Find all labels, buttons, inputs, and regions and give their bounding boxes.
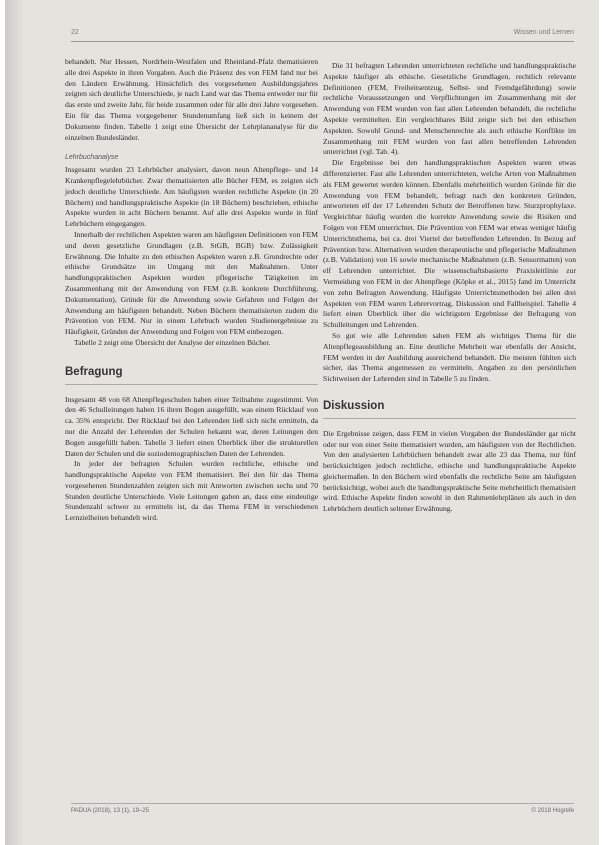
- paragraph: So gut wie alle Lehrenden sahen FEM als wichtiges Thema für die Altenpflegeausbildung an. Eine deutliche Mehrheit war ebenfalls der Ansicht, FEM werden in der Ausbildung ausreichend behandelt. Die meisten fühlten sich sicher, das Thema angemessen zu vermitteln. Angaben zu den persönlichen Sichtweisen der Lehrenden sind in Tabelle 5 zu finden.: [323, 330, 576, 384]
- running-title: Wissen und Lernen: [513, 29, 574, 36]
- paragraph: In jeder der befragten Schulen wurden rechtliche, ethische und handlungspraktische Aspekte von FEM thematisiert. Bei den für das Thema vorgesehenen Stundenzahlen zeigten sich mit Antworten zwischen sechs und 70 Stunden deutliche Unterschiede. Viele Leitungen gaben an, dass eine eindeutige Stundenzahl schwer zu ermitteln ist, da das Thema FEM in verschiedenen Lernzielheiten behandelt wird.: [65, 459, 318, 523]
- scan-shadow: [5, 0, 25, 845]
- page-number: 22: [71, 29, 79, 36]
- paragraph: Insgesamt wurden 23 Lehrbücher analysiert, davon neun Altenpflege- und 14 Krankenpflegelehrbücher. Zwar thematisierten alle Bücher FEM, es zeigten sich jedoch deutliche Unterschiede. Am häufigsten wurden rechtliche Aspekte (in 20 Büchern) und handlungspraktische Aspekte (in 18 Büchern) beschrieben, ethische Aspekte wurden in acht Büchern benannt. Auf alle drei Aspekte wurde in fünf Lehrbüchern eingegangen.: [65, 165, 318, 229]
- footer-publisher: © 2018 Hogrefe: [531, 808, 574, 814]
- paragraph: Innerhalb der rechtlichen Aspekten waren am häufigsten Definitionen von FEM und deren gesetzliche Grundlagen (z.B. StGB, BGB) bzw. Zulässigkeit Erwähnung. Die Inhalte zu den ethischen Aspekten waren z.B. Grundrechte oder ethische Grundsätze im Umgang mit den Maßnahmen. Unter handlungspraktischen Aspekten wurden pflegerische Tätigkeiten im Zusammenhang mit der Anwendung von FEM (z.B. konkrete Durchführung, Dokumentation), Gründe für die Anwendung sowie Gefahren und Folgen der Anwendung am häufigsten behandelt. Neben Büchern thematisierten zudem die Prävention von FEM. Nur in einem Lehrbuch wurden Studienergebnisse zu Häufigkeit, Gründen der Anwendung und Folgen von FEM einbezogen.: [65, 229, 318, 337]
- footer-citation: PADUA (2018), 13 (1), 19–25: [71, 808, 149, 814]
- paragraph: Die Ergebnisse bei den handlungspraktischen Aspekten waren etwas differenzierter. Fast alle Lehrenden unterrichteten, welche Arten von Maßnahmen als FEM gewertet werden können. Ebenfalls mehrheitlich wurden Gründe für die Anwendung von FEM behandelt, befragt nach den konkreten Gründen, antworteten elf der 17 Lehrenden Schutz der Betroffenen bzw. Sturzprophylaxe. Vergleichbar häufig wurden die korrekte Anwendung sowie die Risiken und Folgen von FEM unterrichtet. Die Prävention von FEM war etwas weniger häufig Unterrichtsthema, bei ca. drei Viertel der betreffenden Lehrenden. In Bezug auf Prävention bzw. Alternativen wurden therapeutische und pflegerische Maßnahmen (z.B. Validation) von 16 sowie mechanische Maßnahmen (z.B. Sensormatten) von elf Lehrenden unterrichtet. Die wissenschaftsbasierte Praxisleitlinie zur Vermeidung von FEM in der Altenpflege (Köpke et al., 2015) fand im Unterricht von zehn Befragten Anwendung. Häufigste Unterrichtsmethoden bei allen drei Aspekten von FEM waren Lehrervortrag, Diskussion und Fallbeispiel. Tabelle 4 liefert einen Überblick über die wichtigsten Ergebnisse der Befragung von Schulleitungen und Lehrenden.: [323, 158, 576, 330]
- paragraph: behandelt. Nur Hessen, Nordrhein-Westfalen und Rheinland-Pfalz thematisieren alle drei Aspekte in ihren Vorgaben. Auch die Präsenz des von FEM fand nur bei den Ländern Erwähnung. Hinsichtlich des vorgesehenen Ausbildungsjahres zeigten sich deutliche Unterschiede, je nach Land war das Thema entweder nur für das erste und zweite Jahr, für beide zusammen oder für alle drei Jahre vorgesehen. Ein für das Thema vorgegebener Stundenumfang ließ sich in keinem der Dokumente finden. Tabelle 1 zeigt eine Übersicht der Lehrplananalyse für die einzelnen Bundesländer.: [65, 57, 318, 142]
- footer-rule: [71, 803, 574, 804]
- paragraph: Insgesamt 48 von 68 Altenpflegeschulen haben einer Teilnahme zugestimmt. Von den 46 Schulleitungen haben 16 ihren Bogen ausgefüllt, was einem Rücklauf von ca. 35% entspricht. Der Rücklauf bei den Lehrenden ließ sich nicht ermitteln, da nur die Anzahl der Lehrenden der Schulen bekannt war, deren Leitungen den Bogen ausgefüllt haben. Tabelle 3 liefert einen Überblick über die strukturellen Daten der Schulen und die soziodemographischen Daten der Lehrenden.: [65, 394, 318, 458]
- paragraph: Tabelle 2 zeigt eine Übersicht der Analyse der einzelnen Bücher.: [74, 337, 271, 347]
- left-column: [65, 57, 318, 524]
- right-column: [323, 61, 576, 515]
- paragraph: Die 31 befragten Lehrenden unterrichteten rechtliche und handlungspraktische Aspekte häufiger als ethische. Gesetzliche Grundlagen, rechtlich relevante Definitionen (FEM, Freiheitsentzug, Selbst- und Fremdgefährdung) sowie rechtliche Voraussetzungen und Verpflichtungen im Zusammenhang mit der Anwendung von FEM wurden von fast allen Lehrenden behandelt, die rechtliche Aspekte vermittelten. Ein vergleichbares Bild zeigte sich bei den ethischen Aspekten. Sowohl Grund- und Menschenrechte als auch ethische Konflikte im Zusammenhang mit FEM wurden von fast allen betreffenden Lehrenden unterrichtet (vgl. Tab. 4).: [323, 61, 576, 157]
- document-page: [5, 0, 599, 845]
- subheading-lehrbuchanalyse: Lehrbuchanalyse: [65, 154, 119, 162]
- section-heading-befragung: Befragung: [65, 367, 318, 385]
- header-rule: [71, 41, 574, 42]
- section-heading-diskussion: Diskussion: [323, 401, 576, 419]
- paragraph: Die Ergebnisse zeigen, dass FEM in vielen Vorgaben der Bundesländer gar nicht oder nur von einer Seite thematisiert wurden, am häufigsten von der Rechtlichen. Von den analysierten Lehrbüchern behandelt zwar alle 23 das Thema, nur fünf berücksichtigen jedoch rechtliche, ethische und handlungspraktische Aspekte gleichermaßen. In den Büchern wird ebenfalls die rechtliche Seite am häufigsten berücksichtigt, wobei auch die handlungspraktische Seite mehrheitlich thematisiert wird. Ethische Aspekte finden sowohl in den Rahmenlehrplänen als auch in den Lehrbüchern deutlich seltener Erwähnung.: [323, 428, 576, 514]
